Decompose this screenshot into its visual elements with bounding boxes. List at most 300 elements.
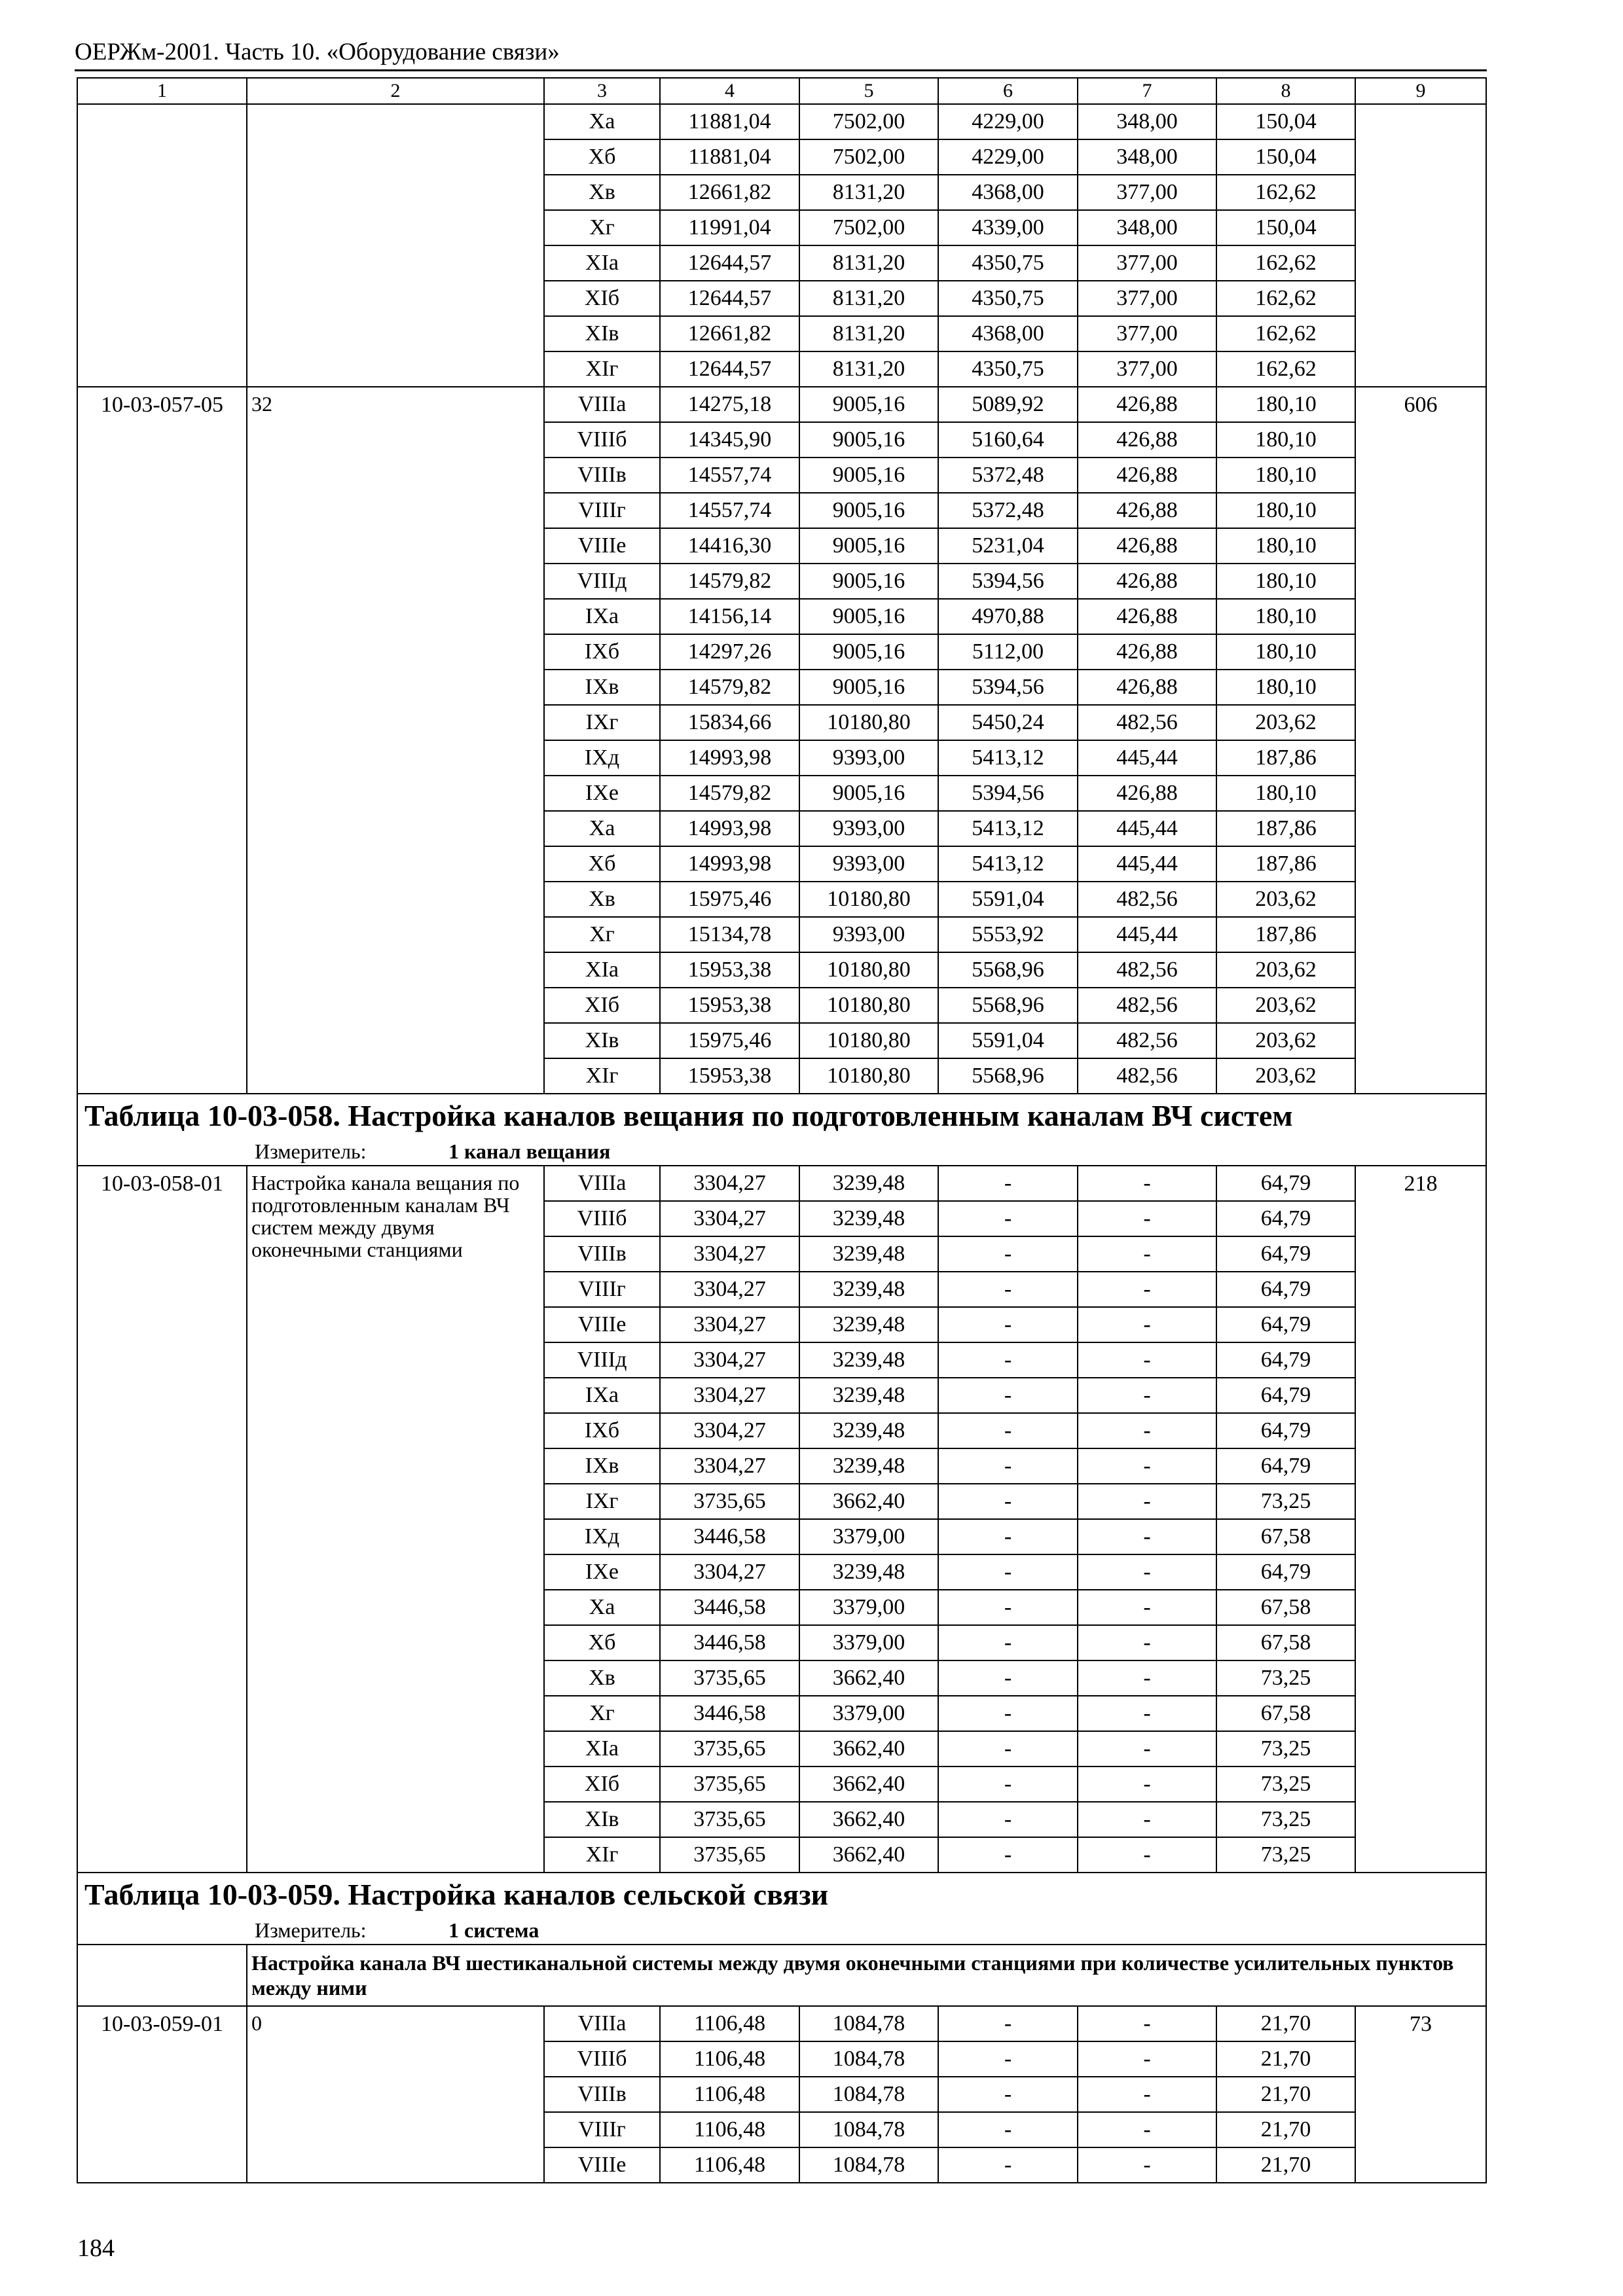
machine-cost-cell: - (938, 1837, 1078, 1873)
materials-cost-cell: 180,10 (1216, 564, 1355, 599)
running-header: ОЕРЖм-2001. Часть 10. «Оборудование связи» (75, 39, 560, 65)
labor-cost-cell: 3239,48 (799, 1307, 938, 1342)
labor-cost-cell: 9393,00 (799, 917, 938, 952)
machine-cost-cell: - (938, 2112, 1078, 2147)
subgroup-cell: VIIIв (544, 1236, 660, 1272)
labor-cost-cell: 8131,20 (799, 281, 938, 316)
subgroup-cell: IXб (544, 634, 660, 670)
labor-cost-cell: 9005,16 (799, 599, 938, 634)
rates-table (77, 77, 1487, 2183)
machine-labor-cell: 482,56 (1078, 705, 1216, 740)
machine-labor-cell: - (1078, 1272, 1216, 1307)
labor-cost-cell: 10180,80 (799, 952, 938, 988)
machine-cost-cell: - (938, 1307, 1078, 1342)
materials-cost-cell: 150,04 (1216, 104, 1355, 139)
machine-labor-cell: 482,56 (1078, 952, 1216, 988)
materials-cost-cell: 180,10 (1216, 457, 1355, 493)
total-cost-cell: 3304,27 (660, 1554, 799, 1590)
total-cost-cell: 15134,78 (660, 917, 799, 952)
labor-cost-cell: 7502,00 (799, 104, 938, 139)
measure-label: Измеритель: (255, 1139, 367, 1163)
total-cost-cell: 12644,57 (660, 281, 799, 316)
labor-cost-cell: 3239,48 (799, 1342, 938, 1378)
machine-labor-cell: 426,88 (1078, 564, 1216, 599)
labor-cost-cell: 7502,00 (799, 210, 938, 245)
total-cost-cell: 3304,27 (660, 1378, 799, 1413)
page-number: 184 (77, 2234, 115, 2262)
machine-labor-cell: 426,88 (1078, 599, 1216, 634)
subgroup-cell: Xг (544, 210, 660, 245)
machine-labor-cell: - (1078, 1731, 1216, 1767)
machine-labor-cell: 445,44 (1078, 846, 1216, 882)
machine-cost-cell: - (938, 1166, 1078, 1201)
machine-cost-cell: 5591,04 (938, 882, 1078, 917)
materials-cost-cell: 150,04 (1216, 210, 1355, 245)
machine-cost-cell: - (938, 1413, 1078, 1448)
measure-cell (77, 1138, 1486, 1166)
labor-cost-cell: 9005,16 (799, 387, 938, 422)
subgroup-cell: XIa (544, 1731, 660, 1767)
labor-cost-cell: 3379,00 (799, 1590, 938, 1625)
subgroup-cell: VIIIб (544, 2041, 660, 2077)
table-title-row (77, 1873, 1486, 1916)
total-cost-cell: 15953,38 (660, 988, 799, 1023)
materials-cost-cell: 180,10 (1216, 634, 1355, 670)
labor-cost-cell: 3239,48 (799, 1201, 938, 1236)
machine-cost-cell: - (938, 1201, 1078, 1236)
subgroup-cell: IXв (544, 670, 660, 705)
machine-labor-cell: 482,56 (1078, 1023, 1216, 1058)
total-cost-cell: 14345,90 (660, 422, 799, 457)
rates-table-body (77, 78, 1486, 2183)
total-cost-cell: 14416,30 (660, 528, 799, 564)
materials-cost-cell: 162,62 (1216, 351, 1355, 387)
machine-cost-cell: 5413,12 (938, 846, 1078, 882)
materials-cost-cell: 203,62 (1216, 882, 1355, 917)
total-cost-cell: 3304,27 (660, 1342, 799, 1378)
labor-cost-cell: 3239,48 (799, 1554, 938, 1590)
machine-labor-cell: 348,00 (1078, 104, 1216, 139)
machine-labor-cell: 426,88 (1078, 776, 1216, 811)
subgroup-cell: XIa (544, 245, 660, 281)
labor-cost-cell: 9005,16 (799, 528, 938, 564)
materials-cost-cell: 203,62 (1216, 705, 1355, 740)
total-cost-cell: 14993,98 (660, 811, 799, 846)
labor-cost-cell: 9005,16 (799, 457, 938, 493)
labor-cost-cell: 9005,16 (799, 670, 938, 705)
labor-cost-cell: 3239,48 (799, 1166, 938, 1201)
labor-cost-cell: 3662,40 (799, 1802, 938, 1837)
total-cost-cell: 14297,26 (660, 634, 799, 670)
subgroup-cell: XIa (544, 952, 660, 988)
name-cell (247, 104, 544, 387)
materials-cost-cell: 64,79 (1216, 1272, 1355, 1307)
materials-cost-cell: 64,79 (1216, 1413, 1355, 1448)
total-cost-cell: 14579,82 (660, 776, 799, 811)
materials-cost-cell: 67,58 (1216, 1519, 1355, 1554)
name-cell: Настройка канала вещания по подготовленным каналам ВЧ систем между двумя оконечными станциями (247, 1166, 544, 1873)
code-cell: 10-03-057-05 (77, 387, 247, 1094)
machine-labor-cell: - (1078, 1554, 1216, 1590)
machine-labor-cell: 377,00 (1078, 245, 1216, 281)
machine-labor-cell: - (1078, 1378, 1216, 1413)
table-row (77, 1166, 1486, 1201)
subgroup-cell: VIIIa (544, 387, 660, 422)
total-cost-cell: 14993,98 (660, 846, 799, 882)
total-cost-cell: 14579,82 (660, 564, 799, 599)
total-cost-cell: 3304,27 (660, 1201, 799, 1236)
materials-cost-cell: 21,70 (1216, 2147, 1355, 2183)
machine-cost-cell: 5413,12 (938, 811, 1078, 846)
subgroup-cell: VIIIб (544, 1201, 660, 1236)
name-cell: 0 (247, 2006, 544, 2183)
subgroup-cell: Xб (544, 1625, 660, 1660)
materials-cost-cell: 180,10 (1216, 528, 1355, 564)
subgroup-cell: IXб (544, 1413, 660, 1448)
total-cost-cell: 11881,04 (660, 139, 799, 175)
empty-cell (77, 1945, 247, 2006)
total-cost-cell: 15953,38 (660, 952, 799, 988)
table-row (77, 2006, 1486, 2041)
total-cost-cell: 1106,48 (660, 2147, 799, 2183)
labor-cost-cell: 9393,00 (799, 740, 938, 776)
subgroup-cell: VIIIг (544, 493, 660, 528)
materials-cost-cell: 73,25 (1216, 1837, 1355, 1873)
subgroup-cell: XIг (544, 351, 660, 387)
machine-labor-cell: 348,00 (1078, 139, 1216, 175)
subgroup-cell: VIIIa (544, 1166, 660, 1201)
subgroup-cell: IXe (544, 1554, 660, 1590)
total-cost-cell: 3735,65 (660, 1837, 799, 1873)
labor-cost-cell: 8131,20 (799, 351, 938, 387)
total-cell: 606 (1355, 387, 1486, 1094)
machine-labor-cell: - (1078, 1837, 1216, 1873)
total-cost-cell: 3304,27 (660, 1166, 799, 1201)
materials-cost-cell: 162,62 (1216, 245, 1355, 281)
total-cost-cell: 3446,58 (660, 1625, 799, 1660)
subgroup-cell: VIIIa (544, 2006, 660, 2041)
machine-labor-cell: - (1078, 1484, 1216, 1519)
materials-cost-cell: 73,25 (1216, 1731, 1355, 1767)
machine-cost-cell: - (938, 1519, 1078, 1554)
machine-cost-cell: - (938, 2006, 1078, 2041)
table-row (77, 387, 1486, 422)
total-cost-cell: 14557,74 (660, 457, 799, 493)
measure-row (77, 1916, 1486, 1945)
total-cost-cell: 12644,57 (660, 351, 799, 387)
machine-labor-cell: 426,88 (1078, 422, 1216, 457)
machine-labor-cell: 426,88 (1078, 528, 1216, 564)
machine-labor-cell: - (1078, 1448, 1216, 1484)
description-cell: Настройка канала ВЧ шестиканальной системы между двумя оконечными станциями при количестве усилительных пунктов между ними (247, 1945, 1486, 2006)
materials-cost-cell: 21,70 (1216, 2112, 1355, 2147)
measure-cell (77, 1916, 1486, 1945)
machine-cost-cell: - (938, 1590, 1078, 1625)
subgroup-cell: IXд (544, 1519, 660, 1554)
subgroup-cell: Xa (544, 811, 660, 846)
total-cost-cell: 15975,46 (660, 1023, 799, 1058)
machine-labor-cell: 445,44 (1078, 811, 1216, 846)
table-title: Таблица 10-03-058. Настройка каналов вещания по подготовленным каналам ВЧ систем (77, 1094, 1486, 1138)
subgroup-cell: Xa (544, 104, 660, 139)
machine-labor-cell: 482,56 (1078, 1058, 1216, 1094)
machine-cost-cell: 5568,96 (938, 952, 1078, 988)
materials-cost-cell: 64,79 (1216, 1554, 1355, 1590)
machine-cost-cell: 5394,56 (938, 564, 1078, 599)
machine-labor-cell: 426,88 (1078, 670, 1216, 705)
machine-cost-cell: 5450,24 (938, 705, 1078, 740)
materials-cost-cell: 180,10 (1216, 422, 1355, 457)
total-cell (1355, 104, 1486, 387)
machine-cost-cell: - (938, 1448, 1078, 1484)
labor-cost-cell: 9393,00 (799, 811, 938, 846)
labor-cost-cell: 9005,16 (799, 422, 938, 457)
materials-cost-cell: 203,62 (1216, 1058, 1355, 1094)
subgroup-cell: IXa (544, 1378, 660, 1413)
total-cost-cell: 3304,27 (660, 1413, 799, 1448)
materials-cost-cell: 64,79 (1216, 1236, 1355, 1272)
total-cost-cell: 1106,48 (660, 2077, 799, 2112)
header-rule (75, 69, 1487, 71)
total-cost-cell: 1106,48 (660, 2112, 799, 2147)
machine-labor-cell: 348,00 (1078, 210, 1216, 245)
machine-cost-cell: 5231,04 (938, 528, 1078, 564)
materials-cost-cell: 180,10 (1216, 387, 1355, 422)
subgroup-cell: XIб (544, 1767, 660, 1802)
machine-labor-cell: - (1078, 2147, 1216, 2183)
column-number: 7 (1078, 78, 1216, 104)
materials-cost-cell: 150,04 (1216, 139, 1355, 175)
subgroup-cell: XIв (544, 316, 660, 351)
machine-labor-cell: 426,88 (1078, 634, 1216, 670)
machine-labor-cell: 445,44 (1078, 917, 1216, 952)
machine-labor-cell: - (1078, 1236, 1216, 1272)
machine-cost-cell: - (938, 1272, 1078, 1307)
subgroup-cell: IXa (544, 599, 660, 634)
materials-cost-cell: 187,86 (1216, 846, 1355, 882)
machine-cost-cell: 4368,00 (938, 175, 1078, 210)
subgroup-cell: XIг (544, 1837, 660, 1873)
labor-cost-cell: 3379,00 (799, 1519, 938, 1554)
materials-cost-cell: 67,58 (1216, 1625, 1355, 1660)
total-cost-cell: 1106,48 (660, 2041, 799, 2077)
machine-labor-cell: - (1078, 2006, 1216, 2041)
subgroup-cell: VIIIг (544, 1272, 660, 1307)
labor-cost-cell: 3239,48 (799, 1236, 938, 1272)
total-cell: 73 (1355, 2006, 1486, 2183)
labor-cost-cell: 8131,20 (799, 316, 938, 351)
subgroup-cell: Xa (544, 1590, 660, 1625)
machine-cost-cell: 4368,00 (938, 316, 1078, 351)
materials-cost-cell: 187,86 (1216, 917, 1355, 952)
materials-cost-cell: 73,25 (1216, 1484, 1355, 1519)
materials-cost-cell: 73,25 (1216, 1767, 1355, 1802)
labor-cost-cell: 1084,78 (799, 2147, 938, 2183)
subgroup-cell: VIIIe (544, 528, 660, 564)
materials-cost-cell: 187,86 (1216, 740, 1355, 776)
machine-labor-cell: - (1078, 1802, 1216, 1837)
total-cell: 218 (1355, 1166, 1486, 1873)
machine-cost-cell: 5112,00 (938, 634, 1078, 670)
subgroup-cell: Xб (544, 139, 660, 175)
machine-labor-cell: 377,00 (1078, 175, 1216, 210)
labor-cost-cell: 8131,20 (799, 175, 938, 210)
labor-cost-cell: 3239,48 (799, 1448, 938, 1484)
labor-cost-cell: 7502,00 (799, 139, 938, 175)
machine-cost-cell: 5394,56 (938, 670, 1078, 705)
materials-cost-cell: 21,70 (1216, 2077, 1355, 2112)
labor-cost-cell: 9393,00 (799, 846, 938, 882)
machine-cost-cell: 4229,00 (938, 139, 1078, 175)
total-cost-cell: 12644,57 (660, 245, 799, 281)
machine-cost-cell: 4339,00 (938, 210, 1078, 245)
materials-cost-cell: 64,79 (1216, 1166, 1355, 1201)
machine-labor-cell: - (1078, 2077, 1216, 2112)
column-number: 1 (77, 78, 247, 104)
code-cell (77, 104, 247, 387)
machine-cost-cell: 5160,64 (938, 422, 1078, 457)
total-cost-cell: 3735,65 (660, 1484, 799, 1519)
machine-labor-cell: 377,00 (1078, 281, 1216, 316)
table-row (77, 104, 1486, 139)
materials-cost-cell: 180,10 (1216, 599, 1355, 634)
labor-cost-cell: 10180,80 (799, 705, 938, 740)
subgroup-cell: IXд (544, 740, 660, 776)
machine-labor-cell: 426,88 (1078, 457, 1216, 493)
labor-cost-cell: 3662,40 (799, 1731, 938, 1767)
machine-labor-cell: 482,56 (1078, 882, 1216, 917)
labor-cost-cell: 3662,40 (799, 1484, 938, 1519)
materials-cost-cell: 73,25 (1216, 1660, 1355, 1696)
subgroup-cell: Xв (544, 175, 660, 210)
labor-cost-cell: 10180,80 (799, 1058, 938, 1094)
machine-cost-cell: - (938, 1660, 1078, 1696)
subgroup-cell: VIIIд (544, 564, 660, 599)
machine-cost-cell: - (938, 2041, 1078, 2077)
materials-cost-cell: 180,10 (1216, 670, 1355, 705)
labor-cost-cell: 1084,78 (799, 2077, 938, 2112)
materials-cost-cell: 162,62 (1216, 175, 1355, 210)
subgroup-cell: XIв (544, 1023, 660, 1058)
machine-cost-cell: - (938, 1484, 1078, 1519)
materials-cost-cell: 21,70 (1216, 2041, 1355, 2077)
subgroup-cell: VIIIe (544, 2147, 660, 2183)
machine-cost-cell: - (938, 1696, 1078, 1731)
machine-cost-cell: - (938, 1378, 1078, 1413)
total-cost-cell: 3446,58 (660, 1519, 799, 1554)
machine-cost-cell: 5413,12 (938, 740, 1078, 776)
materials-cost-cell: 67,58 (1216, 1696, 1355, 1731)
subgroup-cell: VIIIв (544, 2077, 660, 2112)
subgroup-cell: Xб (544, 846, 660, 882)
materials-cost-cell: 162,62 (1216, 316, 1355, 351)
total-cost-cell: 14275,18 (660, 387, 799, 422)
subgroup-cell: VIIIд (544, 1342, 660, 1378)
machine-cost-cell: 4229,00 (938, 104, 1078, 139)
machine-cost-cell: - (938, 2077, 1078, 2112)
machine-labor-cell: 482,56 (1078, 988, 1216, 1023)
machine-cost-cell: 4350,75 (938, 245, 1078, 281)
materials-cost-cell: 21,70 (1216, 2006, 1355, 2041)
machine-cost-cell: 5372,48 (938, 457, 1078, 493)
materials-cost-cell: 64,79 (1216, 1448, 1355, 1484)
machine-labor-cell: - (1078, 1519, 1216, 1554)
materials-cost-cell: 203,62 (1216, 1023, 1355, 1058)
total-cost-cell: 1106,48 (660, 2006, 799, 2041)
labor-cost-cell: 3239,48 (799, 1413, 938, 1448)
total-cost-cell: 3446,58 (660, 1590, 799, 1625)
labor-cost-cell: 10180,80 (799, 988, 938, 1023)
labor-cost-cell: 3662,40 (799, 1837, 938, 1873)
description-row (77, 1945, 1486, 2006)
total-cost-cell: 3304,27 (660, 1272, 799, 1307)
machine-labor-cell: - (1078, 1660, 1216, 1696)
total-cost-cell: 12661,82 (660, 175, 799, 210)
subgroup-cell: Xг (544, 917, 660, 952)
machine-cost-cell: - (938, 1802, 1078, 1837)
machine-labor-cell: - (1078, 1342, 1216, 1378)
subgroup-cell: XIб (544, 281, 660, 316)
labor-cost-cell: 1084,78 (799, 2041, 938, 2077)
column-number-row (77, 78, 1486, 104)
machine-labor-cell: - (1078, 2041, 1216, 2077)
machine-cost-cell: 5591,04 (938, 1023, 1078, 1058)
measure-label: Измеритель: (255, 1918, 367, 1942)
machine-cost-cell: 5568,96 (938, 988, 1078, 1023)
column-number: 6 (938, 78, 1078, 104)
labor-cost-cell: 3239,48 (799, 1272, 938, 1307)
machine-labor-cell: - (1078, 1166, 1216, 1201)
materials-cost-cell: 64,79 (1216, 1378, 1355, 1413)
materials-cost-cell: 64,79 (1216, 1307, 1355, 1342)
subgroup-cell: Xв (544, 1660, 660, 1696)
machine-labor-cell: 377,00 (1078, 351, 1216, 387)
subgroup-cell: VIIIв (544, 457, 660, 493)
materials-cost-cell: 203,62 (1216, 988, 1355, 1023)
measure-value: 1 система (448, 1918, 539, 1942)
subgroup-cell: Xг (544, 1696, 660, 1731)
total-cost-cell: 14579,82 (660, 670, 799, 705)
machine-labor-cell: 426,88 (1078, 493, 1216, 528)
total-cost-cell: 11881,04 (660, 104, 799, 139)
labor-cost-cell: 9005,16 (799, 493, 938, 528)
subgroup-cell: XIв (544, 1802, 660, 1837)
machine-cost-cell: 5089,92 (938, 387, 1078, 422)
total-cost-cell: 11991,04 (660, 210, 799, 245)
labor-cost-cell: 9005,16 (799, 634, 938, 670)
column-number: 4 (660, 78, 799, 104)
code-cell: 10-03-059-01 (77, 2006, 247, 2183)
table-title-row (77, 1094, 1486, 1138)
total-cost-cell: 3735,65 (660, 1660, 799, 1696)
machine-labor-cell: 377,00 (1078, 316, 1216, 351)
materials-cost-cell: 64,79 (1216, 1342, 1355, 1378)
subgroup-cell: IXв (544, 1448, 660, 1484)
machine-cost-cell: 4350,75 (938, 351, 1078, 387)
subgroup-cell: VIIIe (544, 1307, 660, 1342)
column-number: 8 (1216, 78, 1355, 104)
subgroup-cell: XIб (544, 988, 660, 1023)
machine-cost-cell: - (938, 1625, 1078, 1660)
labor-cost-cell: 3379,00 (799, 1696, 938, 1731)
total-cost-cell: 3304,27 (660, 1448, 799, 1484)
machine-cost-cell: 4970,88 (938, 599, 1078, 634)
labor-cost-cell: 3239,48 (799, 1378, 938, 1413)
materials-cost-cell: 203,62 (1216, 952, 1355, 988)
measure-row (77, 1138, 1486, 1166)
subgroup-cell: Xв (544, 882, 660, 917)
machine-cost-cell: 5568,96 (938, 1058, 1078, 1094)
